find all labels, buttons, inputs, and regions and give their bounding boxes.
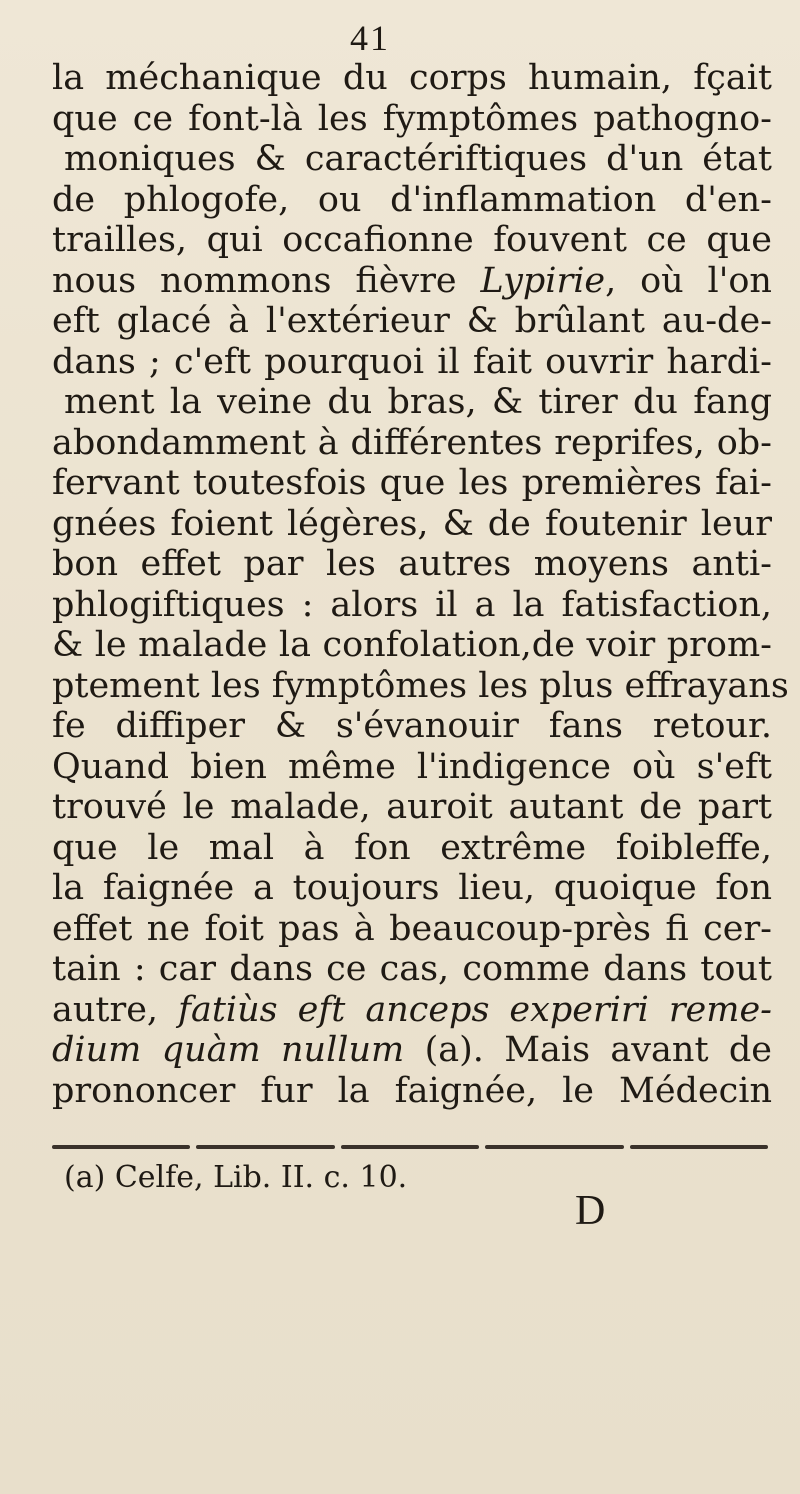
rule-segment — [341, 1145, 479, 1149]
text-line: que ce font-là les fymptômes pathogno- — [52, 98, 772, 139]
text-line: abondamment à différentes reprifes, ob- — [52, 422, 772, 463]
text-line: dans ; c'eft pourquoi il fait ouvrir hardi- — [52, 341, 772, 382]
footnote: (a) Celfe, Lib. II. c. 10. — [64, 1160, 408, 1195]
text-segment: autre, — [52, 989, 159, 1030]
text-line: bon effet par les autres moyens anti- — [52, 544, 772, 584]
text-line: Quand bien même l'indigence où s'eft — [52, 746, 772, 787]
text-segment: nous nommons fièvre — [52, 260, 457, 301]
text-line: moniques & caractériftiques d'un état — [64, 139, 772, 179]
footnote-rule — [52, 1145, 768, 1153]
text-line: ptement les fymptômes les plus effrayans — [52, 665, 789, 706]
text-line: ment la veine du bras, & tirer du fang — [64, 382, 772, 422]
rule-segment — [196, 1145, 334, 1149]
text-line: de phlogofe, ou d'inflammation d'en- — [52, 179, 772, 220]
italic-quote: fatiùs eft anceps experiri reme- — [178, 989, 772, 1030]
rule-segment — [485, 1145, 623, 1149]
text-line — [52, 261, 772, 302]
text-line — [52, 1030, 772, 1071]
signature-mark: D — [575, 1188, 606, 1234]
italic-term: Lypirie — [480, 260, 606, 301]
italic-quote: dium quàm nullum — [52, 1030, 405, 1070]
text-line: & le malade la confolation,de voir prom- — [52, 625, 772, 665]
text-segment: (a). Mais avant de — [424, 1030, 772, 1070]
text-line: fervant toutesfois que les premières fai- — [52, 463, 772, 503]
text-line: eft glacé à l'extérieur & brûlant au-de- — [52, 301, 772, 341]
rule-segment — [630, 1145, 768, 1149]
text-line: prononcer fur la faignée, le Médecin — [52, 1070, 772, 1111]
text-line — [52, 990, 772, 1031]
text-line: trailles, qui occafionne fouvent ce que — [52, 220, 772, 260]
text-line: fe diffiper & s'évanouir fans retour. — [52, 706, 772, 746]
page-number: 41 — [350, 18, 390, 58]
text-line: que le mal à fon extrême foibleffe, — [52, 827, 772, 868]
text-line: phlogiftiques : alors il a la fatisfaction, — [52, 584, 772, 625]
text-line: la méchanique du corps humain, fçait — [52, 58, 772, 98]
rule-segment — [52, 1145, 190, 1149]
text-line: effet ne foit pas à beaucoup-près fi cer- — [52, 908, 772, 949]
text-line: trouvé le malade, auroit autant de part — [52, 787, 772, 827]
text-line: la faignée a toujours lieu, quoique fon — [52, 868, 772, 908]
text-segment: , où l'on — [605, 260, 772, 301]
text-line: tain : car dans ce cas, comme dans tout — [52, 949, 772, 989]
body-text — [52, 58, 789, 1111]
text-line: gnées foient légères, & de foutenir leur — [52, 503, 772, 544]
